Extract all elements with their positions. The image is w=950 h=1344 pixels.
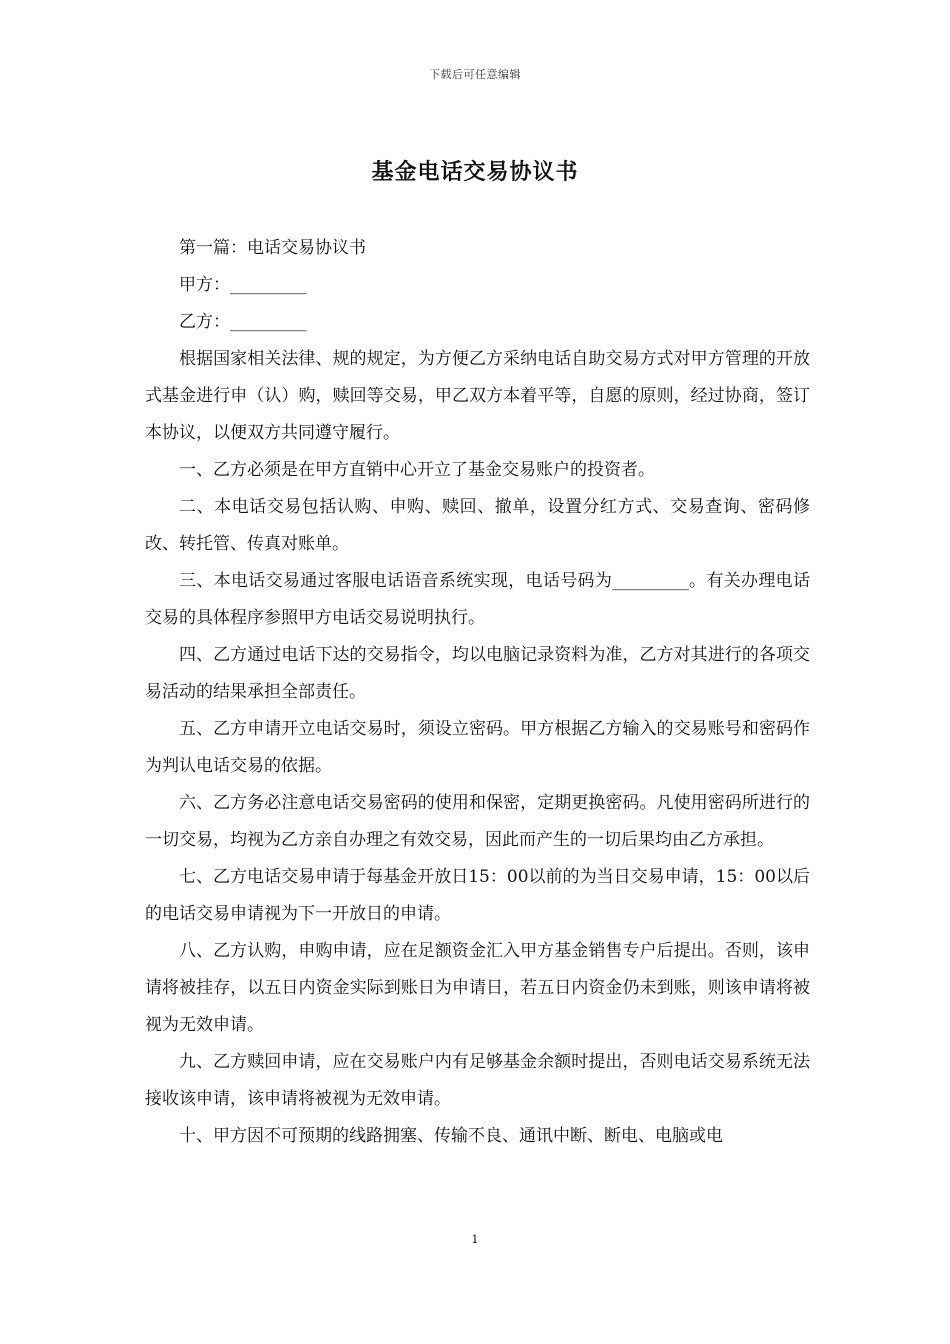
section-heading: 第一篇：电话交易协议书: [179, 238, 366, 258]
document-body: [145, 230, 810, 1155]
clause-6: 六、乙方务必注意电话交易密码的使用和保密，定期更换密码。凡使用密码所进行的一切交易，均视为乙方亲自办理之有效交易，因此而产生的一切后果均由乙方承担。: [145, 793, 810, 850]
clause-10: 十、甲方因不可预期的线路拥塞、传输不良、通讯中断、断电、电脑或电: [179, 1126, 723, 1146]
clause-7: 七、乙方电话交易申请于每基金开放日15：00以前的为当日交易申请，15：00以后的电话交易申请视为下一开放日的申请。: [145, 867, 810, 924]
party-a-line: 甲方：_________: [179, 275, 307, 295]
clause-9: 九、乙方赎回申请，应在交易账户内有足够基金余额时提出，否则电话交易系统无法接收该申请，该申请将被视为无效申请。: [145, 1052, 810, 1109]
clause-3: 三、本电话交易通过客服电话语音系统实现，电话号码为_________。有关办理电话交易的具体程序参照甲方电话交易说明执行。: [145, 571, 810, 628]
party-b-line: 乙方：_________: [179, 312, 307, 332]
clause-5: 五、乙方申请开立电话交易时，须设立密码。甲方根据乙方输入的交易账号和密码作为判认电话交易的依据。: [145, 719, 810, 776]
clause-1: 一、乙方必须是在甲方直销中心开立了基金交易账户的投资者。: [179, 460, 655, 480]
header-note: 下载后可任意编辑: [429, 68, 521, 81]
document-title: 基金电话交易协议书: [371, 159, 579, 185]
clause-2: 二、本电话交易包括认购、申购、赎回、撤单，设置分红方式、交易查询、密码修改、转托管、传真对账单。: [145, 497, 810, 554]
clause-8: 八、乙方认购，申购申请，应在足额资金汇入甲方基金销售专户后提出。否则，该申请将被挂存，以五日内资金实际到账日为申请日，若五日内资金仍未到账，则该申请将被视为无效申请。: [145, 941, 810, 1035]
preamble-paragraph: 根据国家相关法律、规的规定，为方便乙方采纳电话自助交易方式对甲方管理的开放式基金进行申（认）购，赎回等交易，甲乙双方本着平等，自愿的原则，经过协商，签订本协议，以便双方共同遵守履行。: [145, 349, 810, 443]
page-number: 1: [471, 1233, 479, 1246]
clause-4: 四、乙方通过电话下达的交易指令，均以电脑记录资料为准，乙方对其进行的各项交易活动的结果承担全部责任。: [145, 645, 810, 702]
